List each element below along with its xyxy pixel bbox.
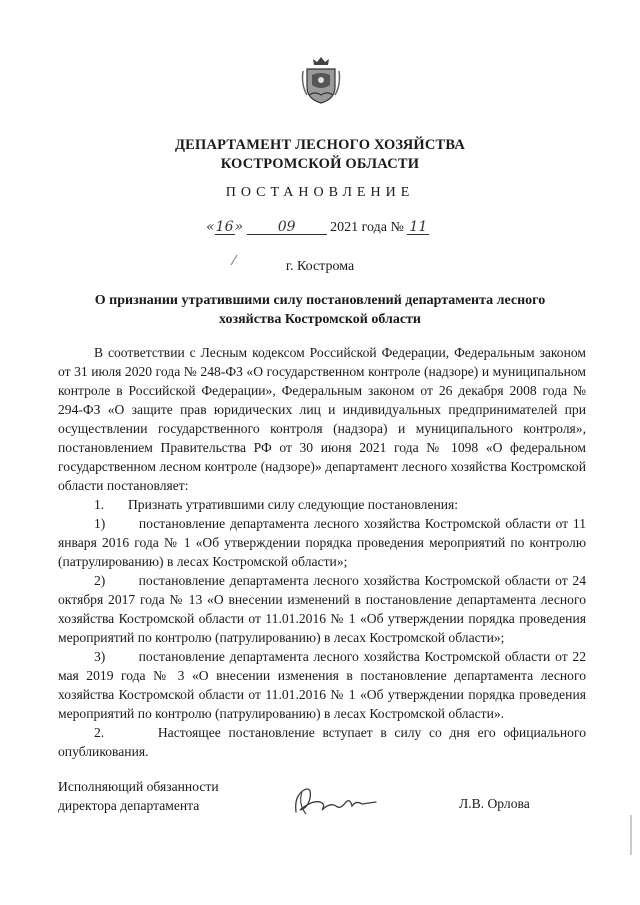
- signatory-position: [58, 777, 219, 815]
- paragraph-intro: В соответствии с Лесным кодексом Российской Федерации, Федеральным законом от 31 июля 2020 года № 248-ФЗ «О государственном контроле (надзоре) и муниципальном контроле в Российской Федерации», Федеральным законом от 26 декабря 2008 года № 294-ФЗ «О защите прав юридических лиц и индивидуальных предпринимателей при осуществлении государственного контроля (надзора) и муниципального контроля», постановлением Правительства РФ от 30 июня 2021 года № 1098 «О федеральном государственном лесном контроле (надзоре)» департамент лесного хозяйства Костромской области постановляет:: [58, 345, 586, 493]
- paragraph-1-2: 2) постановление департамента лесного хозяйства Костромской области от 24 октября 2017 года № 13 «О внесении изменений в постановление департамента лесного хозяйства Костромской области от 11.01.2016 № 1 «Об утверждении порядка проведения мероприятий по контролю (патрулированию) в лесах Костромской области»;: [58, 573, 586, 645]
- position-line-2: директора департамента: [58, 798, 200, 813]
- paragraph-2: 2. Настоящее постановление вступает в силу со дня его официального опубликования.: [58, 725, 586, 759]
- date-day: 16: [215, 219, 234, 235]
- department-line-2: КОСТРОМСКОЙ ОБЛАСТИ: [220, 156, 420, 172]
- date-line: [206, 219, 429, 236]
- signatory-name: Л.В. Орлова: [459, 796, 530, 811]
- paragraph-1: 1. Признать утратившими силу следующие постановления:: [94, 497, 459, 512]
- date-close-quote: »: [234, 219, 244, 235]
- date-year-text: 2021 года №: [330, 220, 404, 235]
- subject-line-1: О признании утратившими силу постановлений департамента лесного: [94, 293, 546, 308]
- paragraph-1-1: 1) постановление департамента лесного хозяйства Костромской области от 11 января 2016 года № 1 «Об утверждении порядка проведения мероприятий по контролю (патрулированию) в лесах Костромской области»;: [58, 516, 586, 569]
- subject-line-2: хозяйства Костромской области: [219, 312, 421, 327]
- department-name: [0, 136, 640, 174]
- handwritten-signature-icon: [290, 782, 385, 820]
- date-month: 09: [247, 220, 327, 235]
- city: г. Кострома: [285, 259, 355, 274]
- document-number: 11: [407, 220, 429, 235]
- paragraph-1-3: 3) постановление департамента лесного хозяйства Костромской области от 22 мая 2019 года № 3 «О внесении изменения в постановление департамента лесного хозяйства Костромской области от 11.01.2016 № 1 «Об утверждении порядка проведения мероприятий по контролю (патрулированию) в лесах Костромской области».: [58, 649, 586, 721]
- document-body: [58, 343, 586, 761]
- coat-of-arms-icon: [301, 55, 341, 105]
- document-subject: [0, 291, 640, 329]
- document-type: ПОСТАНОВЛЕНИЕ: [225, 185, 415, 200]
- scan-artifact-icon: [628, 815, 634, 855]
- position-line-1: Исполняющий обязанности: [58, 779, 219, 794]
- department-line-1: ДЕПАРТАМЕНТ ЛЕСНОГО ХОЗЯЙСТВА: [174, 137, 466, 153]
- date-open-quote: «: [206, 219, 215, 235]
